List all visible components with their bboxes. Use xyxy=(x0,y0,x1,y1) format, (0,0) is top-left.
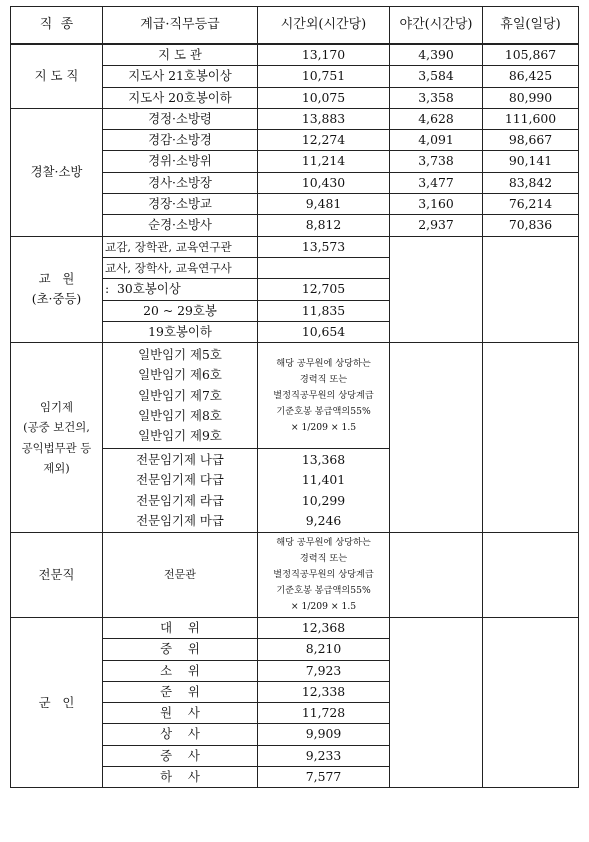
night-cell-empty xyxy=(390,236,483,342)
note-line: 기준호봉 봉급액의55% xyxy=(276,405,371,417)
night-cell: 2,937 xyxy=(390,215,483,236)
holiday-cell: 90,141 xyxy=(483,151,579,172)
category-teacher xyxy=(11,236,103,342)
header-grade: 계급·직무등급 xyxy=(103,7,258,45)
holiday-cell: 83,842 xyxy=(483,172,579,193)
holiday-cell-empty xyxy=(483,343,579,533)
overtime-cell: 10,751 xyxy=(258,66,390,87)
overtime-cell xyxy=(258,257,390,278)
night-cell: 4,390 xyxy=(390,44,483,66)
overtime-cell: 10,430 xyxy=(258,172,390,193)
grade-cell: 준 위 xyxy=(103,681,258,702)
category-guidance: 지 도 직 xyxy=(11,44,103,108)
grade-cell: 경장·소방교 xyxy=(103,194,258,215)
general-contract-note xyxy=(258,343,390,449)
table-row xyxy=(11,108,579,129)
note-line: × 1/209 × 1.5 xyxy=(290,421,357,433)
overtime-cell: 13,573 xyxy=(258,236,390,257)
holiday-cell: 80,990 xyxy=(483,87,579,108)
night-cell: 3,738 xyxy=(390,151,483,172)
category-contract-line4: 제외) xyxy=(43,460,70,475)
category-teacher-line1: 교 원 xyxy=(38,271,75,287)
night-cell: 4,091 xyxy=(390,130,483,151)
overtime-item: 13,368 xyxy=(301,452,346,468)
grade-cell: 중 위 xyxy=(103,639,258,660)
category-contract-line3: 공익법무관 등 xyxy=(21,440,92,455)
header-row xyxy=(11,7,579,45)
category-contract-line2: (공중 보건의, xyxy=(23,420,90,435)
note-line: 기준호봉 봉급액의55% xyxy=(276,584,371,596)
grade-item: 전문임기제 나급 xyxy=(136,452,224,468)
overtime-cell: 12,338 xyxy=(258,681,390,702)
overtime-cell: 7,577 xyxy=(258,767,390,788)
night-cell-empty xyxy=(390,617,483,787)
holiday-cell-empty xyxy=(483,236,579,342)
overtime-cell: 11,835 xyxy=(258,300,390,321)
grade-cell: 지도사 21호봉이상 xyxy=(103,66,258,87)
night-cell: 4,628 xyxy=(390,108,483,129)
allowance-table xyxy=(10,6,579,788)
overtime-item: 9,246 xyxy=(305,512,342,528)
night-cell-empty xyxy=(390,532,483,617)
grade-cell: 전문관 xyxy=(103,532,258,617)
table-row xyxy=(11,236,579,257)
night-cell: 3,584 xyxy=(390,66,483,87)
night-cell-empty xyxy=(390,343,483,533)
table-row xyxy=(11,44,579,66)
grade-item: 일반임기 제5호 xyxy=(138,347,222,363)
grade-item: 일반임기 제7호 xyxy=(138,387,222,403)
grade-cell: 20 ~ 29호봉 xyxy=(103,300,258,321)
table-row xyxy=(11,532,579,617)
grade-cell: 19호봉이하 xyxy=(103,321,258,342)
overtime-cell: 9,233 xyxy=(258,745,390,766)
holiday-cell: 86,425 xyxy=(483,66,579,87)
note-line: 해당 공무원에 상당하는 xyxy=(276,536,371,548)
grade-cell: 순경·소방사 xyxy=(103,215,258,236)
grade-item: 일반임기 제6호 xyxy=(138,367,222,383)
grade-item: 일반임기 제9호 xyxy=(138,427,222,443)
holiday-cell-empty xyxy=(483,617,579,787)
header-night: 야간(시간당) xyxy=(390,7,483,45)
overtime-item: 10,299 xyxy=(301,492,346,508)
grade-cell: 원 사 xyxy=(103,703,258,724)
grade-cell: 지 도 관 xyxy=(103,44,258,66)
note-line: × 1/209 × 1.5 xyxy=(290,600,357,612)
grade-cell: 경정·소방령 xyxy=(103,108,258,129)
table-row xyxy=(11,343,579,449)
overtime-cell: 10,654 xyxy=(258,321,390,342)
note-line: 해당 공무원에 상당하는 xyxy=(276,357,371,369)
holiday-cell: 70,836 xyxy=(483,215,579,236)
holiday-cell-empty xyxy=(483,532,579,617)
general-contract-grades xyxy=(103,343,258,449)
category-military: 군 인 xyxy=(11,617,103,787)
category-contract xyxy=(11,343,103,533)
grade-item: 전문임기제 다급 xyxy=(136,472,224,488)
grade-item: 전문임기제 마급 xyxy=(136,512,224,528)
grade-cell: 지도사 20호봉이하 xyxy=(103,87,258,108)
overtime-cell: 12,368 xyxy=(258,617,390,638)
grade-cell: : 30호봉이상 xyxy=(103,279,258,300)
overtime-cell: 9,909 xyxy=(258,724,390,745)
grade-cell: 소 위 xyxy=(103,660,258,681)
grade-cell: 중 사 xyxy=(103,745,258,766)
overtime-cell: 13,883 xyxy=(258,108,390,129)
note-line: 경력직 또는 xyxy=(299,373,348,385)
category-teacher-line2: (초·중등) xyxy=(31,291,82,307)
overtime-cell: 10,075 xyxy=(258,87,390,108)
category-contract-line1: 임기제 xyxy=(39,400,73,415)
night-cell: 3,358 xyxy=(390,87,483,108)
expert-note xyxy=(258,532,390,617)
overtime-cell: 12,274 xyxy=(258,130,390,151)
grade-cell: 대 위 xyxy=(103,617,258,638)
night-cell: 3,160 xyxy=(390,194,483,215)
overtime-cell: 7,923 xyxy=(258,660,390,681)
overtime-cell: 8,210 xyxy=(258,639,390,660)
category-expert: 전문직 xyxy=(11,532,103,617)
table-row xyxy=(11,617,579,638)
specialist-contract-values xyxy=(258,449,390,533)
note-line: 별정직공무원의 상당계급 xyxy=(273,568,374,580)
grade-cell: 교감, 장학관, 교육연구관 xyxy=(103,236,258,257)
overtime-cell: 11,214 xyxy=(258,151,390,172)
category-police-fire: 경찰·소방 xyxy=(11,108,103,236)
grade-cell: 경감·소방경 xyxy=(103,130,258,151)
overtime-cell: 12,705 xyxy=(258,279,390,300)
grade-cell: 경위·소방위 xyxy=(103,151,258,172)
grade-cell: 상 사 xyxy=(103,724,258,745)
holiday-cell: 98,667 xyxy=(483,130,579,151)
grade-cell: 경사·소방장 xyxy=(103,172,258,193)
overtime-cell: 13,170 xyxy=(258,44,390,66)
overtime-cell: 11,728 xyxy=(258,703,390,724)
overtime-cell: 9,481 xyxy=(258,194,390,215)
note-line: 별정직공무원의 상당계급 xyxy=(273,389,374,401)
grade-cell: 하 사 xyxy=(103,767,258,788)
grade-item: 전문임기제 라급 xyxy=(136,492,224,508)
grade-cell: 교사, 장학사, 교육연구사 xyxy=(103,257,258,278)
night-cell: 3,477 xyxy=(390,172,483,193)
holiday-cell: 76,214 xyxy=(483,194,579,215)
overtime-item: 11,401 xyxy=(301,472,346,488)
holiday-cell: 105,867 xyxy=(483,44,579,66)
note-line: 경력직 또는 xyxy=(299,552,348,564)
holiday-cell: 111,600 xyxy=(483,108,579,129)
grade-item: 일반임기 제8호 xyxy=(138,407,222,423)
header-holiday: 휴일(일당) xyxy=(483,7,579,45)
header-category: 직 종 xyxy=(11,7,103,45)
specialist-contract-grades xyxy=(103,449,258,533)
header-overtime: 시간외(시간당) xyxy=(258,7,390,45)
overtime-cell: 8,812 xyxy=(258,215,390,236)
